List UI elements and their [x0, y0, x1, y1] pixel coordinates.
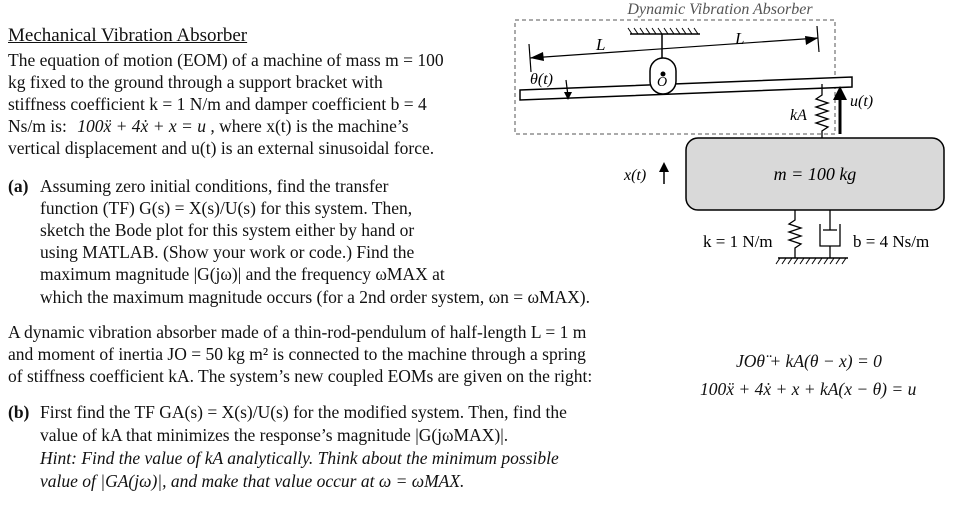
part-a-label: (a) — [8, 176, 29, 196]
page-title: Mechanical Vibration Absorber — [8, 25, 248, 46]
damper-label: b = 4 Ns/m — [853, 232, 930, 251]
absorber-line-2: and moment of inertia JO = 50 kg m² is connected to the machine through a spring — [8, 344, 586, 364]
absorber-line-1: A dynamic vibration absorber made of a thin-rod-pendulum of half-length L = 1 m — [8, 322, 587, 342]
absorber-spring — [816, 84, 828, 138]
dimension-tick-right — [817, 26, 819, 52]
ground-hatch — [776, 258, 846, 264]
theta-label: θ(t) — [530, 71, 553, 88]
equation-2: 100ẍ + 4ẋ + x + kA(x − θ) = u — [700, 379, 917, 399]
force-label: u(t) — [850, 93, 874, 110]
damper — [820, 210, 840, 258]
absorber-spring-label: kA — [790, 107, 807, 124]
part-a-line-1: Assuming zero initial conditions, find the transfer — [40, 176, 389, 196]
intro-line-3: stiffness coefficient k = 1 N/m and damper coefficient b = 4 — [8, 94, 427, 114]
intro-line-2: kg fixed to the ground through a support bracket with — [8, 72, 383, 92]
part-a-line-4: using MATLAB. (Show your work or code.) Find the — [40, 242, 415, 262]
part-b-label: (b) — [8, 402, 30, 422]
part-a-line-5: maximum magnitude |G(jω)| and the frequency ωMAX at — [40, 264, 445, 284]
spring-label: k = 1 N/m — [703, 232, 773, 251]
part-b-hint-line-1: Hint: Find the value of kA analytically. Think about the minimum possible — [40, 448, 559, 468]
support-spring — [789, 210, 801, 258]
intro-line-5: vertical displacement and u(t) is an external sinusoidal force. — [8, 138, 435, 158]
pendulum-rod — [520, 77, 852, 100]
dimension-arrowhead-right — [805, 36, 818, 45]
intro-eom: 100ẍ + 4ẋ + x = u , — [77, 116, 215, 136]
intro-line-4a: Ns/m is: — [8, 116, 67, 136]
length-dimension-line — [530, 38, 818, 58]
length-label-right: L — [735, 29, 745, 48]
part-b-hint-line-2: value of |GA(jω)|, and make that value occur at ω = ωMAX. — [40, 471, 465, 491]
part-a-line-3: sketch the Bode plot for this system either by hand or — [40, 220, 415, 240]
length-label-left: L — [596, 35, 606, 54]
part-a-line-6: which the maximum magnitude occurs (for a 2nd order system, ωn = ωMAX). — [40, 287, 591, 307]
mass-label: m = 100 kg — [773, 164, 857, 184]
equation-1: JOθ̈ + kA(θ − x) = 0 — [736, 351, 882, 371]
part-a-line-2: function (TF) G(s) = X(s)/U(s) for this system. Then, — [40, 198, 413, 218]
ceiling-hatch — [628, 28, 698, 34]
figure-caption: Dynamic Vibration Absorber — [627, 1, 813, 18]
intro-line-4b: where x(t) is the machine’s — [219, 116, 409, 136]
part-b-line-1: First find the TF GA(s) = X(s)/U(s) for the modified system. Then, find the — [40, 402, 567, 422]
displacement-label: x(t) — [624, 167, 647, 184]
absorber-line-3: of stiffness coefficient kA. The system’s new coupled EOMs are given on the right: — [8, 366, 593, 386]
intro-line-1: The equation of motion (EOM) of a machine of mass m = 100 — [8, 50, 444, 70]
pivot-label: O — [657, 75, 668, 90]
part-b-line-2: value of kA that minimizes the response’s magnitude |G(jωMAX)|. — [40, 425, 509, 445]
displacement-arrowhead — [659, 162, 669, 172]
dimension-arrowhead-left — [530, 52, 544, 61]
